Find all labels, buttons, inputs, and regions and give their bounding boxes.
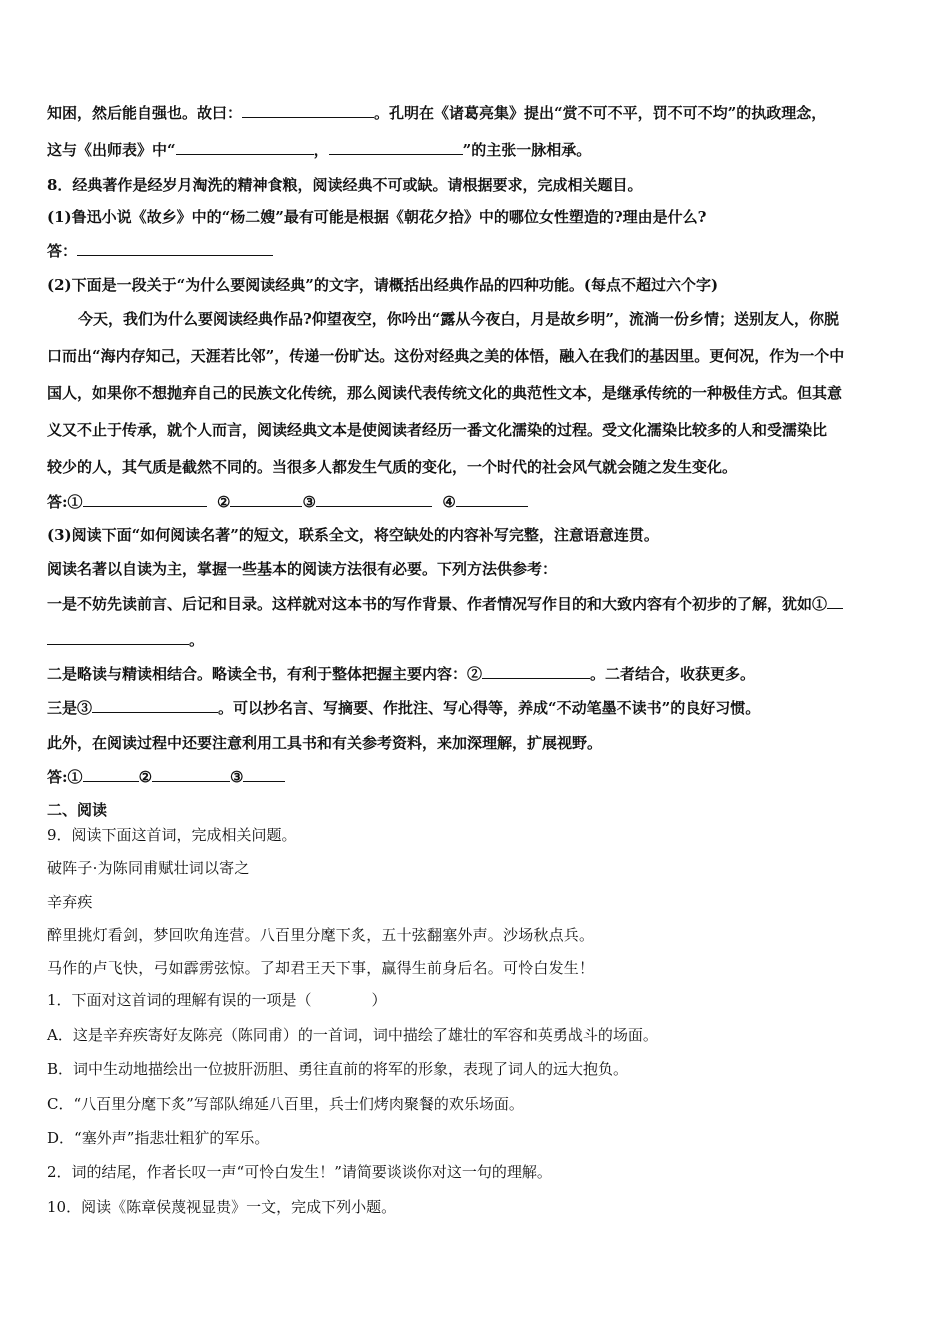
q7-line-1 [47, 103, 826, 123]
p3-line-text: 。 [189, 631, 205, 649]
answer-blank[interactable] [482, 664, 590, 679]
answer-prefix: 答: [47, 493, 68, 511]
q7-text-a: 知困，然后能自强也。故曰： [47, 104, 243, 122]
p3-line: 阅读名著以自读为主，掌握一些基本的阅读方法很有必要。下列方法供参考： [47, 560, 558, 578]
passage-line: 义又不止于传承，就个人而言，阅读经典文本是使阅读者经历一番文化濡染的过程。受文化濡染比较多的人和受濡染比 [47, 421, 828, 439]
q8-part2-answer [47, 492, 528, 512]
answer-prefix: 答: [47, 768, 68, 786]
answer-blank-3[interactable] [316, 492, 432, 507]
q8-intro: 8．经典著作是经岁月淘洗的精神食粮，阅读经典不可或缺。请根据要求，完成相关题目。 [47, 176, 643, 194]
marker-2: ② [217, 493, 231, 511]
q10-intro: 10．阅读《陈章侯蔑视显贵》一文，完成下列小题。 [47, 1198, 397, 1216]
p3-line [47, 664, 755, 684]
answer-blank[interactable] [47, 630, 189, 645]
passage-line: 今天，我们为什么要阅读经典作品?仰望夜空，你吟出“露从今夜白，月是故乡明”，流淌一份乡情；送别友人，你脱 [78, 310, 840, 328]
q8-part3-answer [47, 767, 285, 787]
section-heading: 二、阅读 [47, 801, 108, 819]
passage-line: 口而出“海内存知己，天涯若比邻”，传递一份旷达。这份对经典之美的体悟，融入在我们的基因里。更何况，作为一个中 [47, 347, 845, 365]
passage-line: 国人，如果你不想抛弃自己的民族文化传统，那么阅读代表传统文化的典范性文本，是继承传统的一种极佳方式。但其意 [47, 384, 843, 402]
marker-3: ③ [302, 493, 316, 511]
q7-text-e: ”的主张一脉相承。 [462, 141, 592, 159]
q9-intro: 9．阅读下面这首词，完成相关问题。 [47, 826, 297, 844]
q9-sub1-question: 1．下面对这首词的理解有误的一项是（ ） [47, 991, 387, 1009]
q8-part1-answer [47, 241, 273, 261]
p3-line-text: 二是略读与精读相结合。略读全书，有利于整体把握主要内容：② [47, 665, 483, 683]
marker-3: ③ [230, 768, 244, 786]
p3-line-text: 三是③ [47, 699, 93, 717]
q7-text-b: 。孔明在《诸葛亮集》提出“赏不可不平，罚不可不均”的执政理念， [374, 104, 827, 122]
poem-author: 辛弃疾 [47, 893, 93, 911]
option-a[interactable]: A．这是辛弃疾寄好友陈亮（陈同甫）的一首词，词中描绘了雄壮的军容和英勇战斗的场面。 [47, 1026, 658, 1044]
marker-1: ① [67, 493, 83, 511]
answer-blank-3[interactable] [243, 767, 285, 782]
answer-blank[interactable] [77, 241, 273, 256]
q7-text-d: ， [313, 141, 329, 159]
q8-part2-question: (2)下面是一段关于“为什么要阅读经典”的文字，请概括出经典作品的四种功能。(每点不超过六个字) [47, 276, 719, 294]
answer-blank-1[interactable] [83, 767, 139, 782]
q7-text-c: 这与《出师表》中“ [47, 141, 176, 159]
p3-line [47, 698, 760, 718]
passage-line: 较少的人，其气质是截然不同的。当很多人都发生气质的变化，一个时代的社会风气就会随之发生变化。 [47, 458, 738, 476]
p3-line-text: 。可以抄名言、写摘要、作批注、写心得等，养成“不动笔墨不读书”的良好习惯。 [218, 699, 761, 717]
answer-prefix: 答： [47, 242, 78, 260]
marker-4: ④ [442, 493, 456, 511]
answer-blank-2[interactable] [230, 492, 302, 507]
answer-blank-1[interactable] [83, 492, 207, 507]
poem-title: 破阵子·为陈同甫赋壮词以寄之 [47, 859, 250, 877]
answer-blank[interactable] [176, 140, 314, 155]
p3-line [47, 630, 204, 650]
poem-line: 马作的卢飞快，弓如霹雳弦惊。了却君王天下事，赢得生前身后名。可怜白发生！ [47, 959, 595, 977]
poem-line: 醉里挑灯看剑，梦回吹角连营。八百里分麾下炙，五十弦翻塞外声。沙场秋点兵。 [47, 926, 595, 944]
option-c[interactable]: C．“八百里分麾下炙”写部队绵延八百里，兵士们烤肉聚餐的欢乐场面。 [47, 1095, 524, 1113]
marker-1: ① [67, 768, 83, 786]
answer-blank[interactable] [92, 698, 218, 713]
q9-sub2-question: 2．词的结尾，作者长叹一声“可怜白发生！”请简要谈谈你对这一句的理解。 [47, 1163, 552, 1181]
option-d[interactable]: D．“塞外声”指悲壮粗犷的军乐。 [47, 1129, 270, 1147]
p3-line [47, 594, 843, 614]
marker-2: ② [138, 768, 153, 786]
answer-blank-4[interactable] [456, 492, 528, 507]
answer-blank[interactable] [242, 103, 374, 118]
answer-blank[interactable] [329, 140, 463, 155]
q8-part1-question: (1)鲁迅小说《故乡》中的“杨二嫂”最有可能是根据《朝花夕拾》中的哪位女性塑造的?理由是什么? [47, 208, 707, 226]
answer-blank-2[interactable] [152, 767, 230, 782]
p3-line-text: 。二者结合，收获更多。 [590, 665, 756, 683]
option-b[interactable]: B．词中生动地描绘出一位披肝沥胆、勇往直前的将军的形象，表现了词人的远大抱负。 [47, 1060, 629, 1078]
q8-part3-question: (3)阅读下面“如何阅读名著”的短文，联系全文，将空缺处的内容补写完整，注意语意连贯。 [47, 526, 659, 544]
p3-line: 此外，在阅读过程中还要注意利用工具书和有关参考资料，来加深理解，扩展视野。 [47, 734, 603, 752]
q7-line-2 [47, 140, 591, 160]
p3-line-text: 一是不妨先读前言、后记和目录。这样就对这本书的写作背景、作者情况写作目的和大致内容有个初步的了解，犹如① [47, 595, 828, 613]
answer-blank[interactable] [827, 594, 843, 609]
